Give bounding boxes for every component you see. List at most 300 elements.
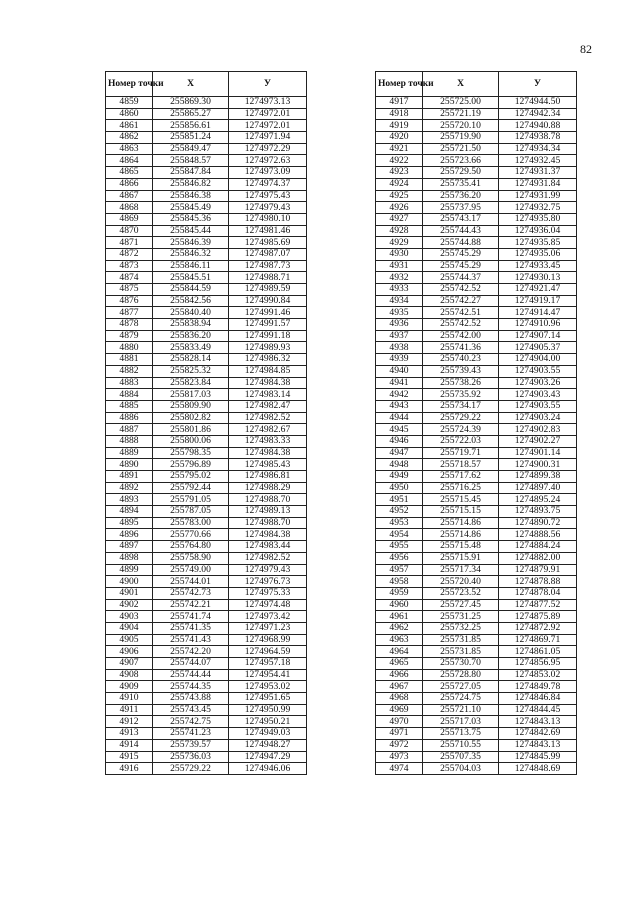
- cell-point-number: 4919: [376, 120, 423, 132]
- cell-x: 255833.49: [153, 342, 229, 354]
- cell-x: 255723.52: [423, 587, 499, 599]
- table-row: [106, 319, 307, 331]
- cell-point-number: 4892: [106, 482, 153, 494]
- table-row: [376, 564, 577, 576]
- cell-y: 1274914.47: [499, 307, 577, 319]
- cell-x: 255787.05: [153, 506, 229, 518]
- cell-y: 1274972.29: [229, 143, 307, 155]
- table-row: [106, 506, 307, 518]
- cell-y: 1274843.13: [499, 716, 577, 728]
- cell-point-number: 4936: [376, 319, 423, 331]
- cell-y: 1274948.27: [229, 739, 307, 751]
- table-row: [376, 658, 577, 670]
- cell-x: 255801.86: [153, 424, 229, 436]
- cell-point-number: 4953: [376, 517, 423, 529]
- cell-y: 1274991.57: [229, 319, 307, 331]
- cell-point-number: 4938: [376, 342, 423, 354]
- cell-y: 1274910.96: [499, 319, 577, 331]
- cell-point-number: 4972: [376, 739, 423, 751]
- header-y: У: [229, 72, 307, 97]
- cell-y: 1274972.01: [229, 120, 307, 132]
- cell-point-number: 4960: [376, 599, 423, 611]
- cell-point-number: 4954: [376, 529, 423, 541]
- table-row: [376, 120, 577, 132]
- cell-y: 1274903.26: [499, 377, 577, 389]
- cell-x: 255731.85: [423, 646, 499, 658]
- cell-point-number: 4974: [376, 763, 423, 775]
- cell-x: 255846.11: [153, 260, 229, 272]
- cell-point-number: 4873: [106, 260, 153, 272]
- cell-point-number: 4937: [376, 330, 423, 342]
- cell-x: 255744.35: [153, 681, 229, 693]
- cell-y: 1274875.89: [499, 611, 577, 623]
- table-row: [106, 424, 307, 436]
- table-row: [106, 400, 307, 412]
- cell-x: 255742.51: [423, 307, 499, 319]
- cell-x: 255731.85: [423, 634, 499, 646]
- cell-x: 255704.03: [423, 763, 499, 775]
- cell-x: 255741.23: [153, 728, 229, 740]
- cell-y: 1274846.84: [499, 693, 577, 705]
- cell-point-number: 4913: [106, 728, 153, 740]
- table-row: [106, 412, 307, 424]
- cell-x: 255741.35: [153, 622, 229, 634]
- cell-y: 1274989.59: [229, 284, 307, 296]
- table-row: [106, 564, 307, 576]
- table-row: [376, 377, 577, 389]
- cell-y: 1274989.13: [229, 506, 307, 518]
- table-header-row: [106, 72, 307, 97]
- table-row: [376, 471, 577, 483]
- cell-y: 1274895.24: [499, 494, 577, 506]
- cell-y: 1274905.37: [499, 342, 577, 354]
- table-row: [106, 365, 307, 377]
- cell-x: 255758.90: [153, 552, 229, 564]
- cell-point-number: 4940: [376, 365, 423, 377]
- cell-point-number: 4876: [106, 295, 153, 307]
- cell-y: 1274844.45: [499, 704, 577, 716]
- cell-y: 1274932.75: [499, 202, 577, 214]
- cell-y: 1274951.65: [229, 693, 307, 705]
- cell-y: 1274897.40: [499, 482, 577, 494]
- cell-y: 1274935.80: [499, 213, 577, 225]
- cell-point-number: 4908: [106, 669, 153, 681]
- cell-x: 255720.10: [423, 120, 499, 132]
- cell-x: 255721.19: [423, 108, 499, 120]
- cell-x: 255721.10: [423, 704, 499, 716]
- cell-y: 1274904.00: [499, 354, 577, 366]
- cell-point-number: 4970: [376, 716, 423, 728]
- cell-point-number: 4884: [106, 389, 153, 401]
- table-row: [106, 658, 307, 670]
- table-row: [376, 97, 577, 109]
- cell-y: 1274989.93: [229, 342, 307, 354]
- cell-x: 255735.92: [423, 389, 499, 401]
- cell-point-number: 4952: [376, 506, 423, 518]
- cell-point-number: 4868: [106, 202, 153, 214]
- cell-y: 1274983.14: [229, 389, 307, 401]
- cell-y: 1274900.31: [499, 459, 577, 471]
- cell-x: 255743.17: [423, 213, 499, 225]
- cell-x: 255739.43: [423, 365, 499, 377]
- cell-point-number: 4880: [106, 342, 153, 354]
- cell-x: 255749.00: [153, 564, 229, 576]
- cell-point-number: 4918: [376, 108, 423, 120]
- cell-x: 255745.29: [423, 260, 499, 272]
- cell-point-number: 4886: [106, 412, 153, 424]
- table-row: [376, 599, 577, 611]
- cell-y: 1274947.29: [229, 751, 307, 763]
- cell-x: 255715.91: [423, 552, 499, 564]
- cell-y: 1274903.55: [499, 365, 577, 377]
- cell-point-number: 4881: [106, 354, 153, 366]
- cell-y: 1274984.38: [229, 447, 307, 459]
- cell-point-number: 4894: [106, 506, 153, 518]
- cell-x: 255744.88: [423, 237, 499, 249]
- table-row: [106, 202, 307, 214]
- cell-x: 255741.74: [153, 611, 229, 623]
- table-row: [376, 611, 577, 623]
- cell-point-number: 4957: [376, 564, 423, 576]
- cell-point-number: 4901: [106, 587, 153, 599]
- cell-y: 1274982.52: [229, 552, 307, 564]
- table-row: [376, 576, 577, 588]
- table-row: [376, 634, 577, 646]
- cell-x: 255718.57: [423, 459, 499, 471]
- table-row: [106, 225, 307, 237]
- cell-x: 255742.27: [423, 295, 499, 307]
- table-row: [376, 435, 577, 447]
- table-row: [376, 704, 577, 716]
- cell-y: 1274968.99: [229, 634, 307, 646]
- cell-point-number: 4874: [106, 272, 153, 284]
- cell-x: 255800.06: [153, 435, 229, 447]
- cell-point-number: 4877: [106, 307, 153, 319]
- cell-y: 1274973.42: [229, 611, 307, 623]
- table-row: [376, 108, 577, 120]
- cell-x: 255840.40: [153, 307, 229, 319]
- cell-y: 1274884.24: [499, 541, 577, 553]
- cell-y: 1274957.18: [229, 658, 307, 670]
- cell-x: 255717.03: [423, 716, 499, 728]
- cell-y: 1274869.71: [499, 634, 577, 646]
- cell-y: 1274984.38: [229, 377, 307, 389]
- cell-x: 255742.52: [423, 284, 499, 296]
- table-row: [106, 190, 307, 202]
- cell-point-number: 4896: [106, 529, 153, 541]
- cell-y: 1274974.37: [229, 178, 307, 190]
- table-row: [376, 646, 577, 658]
- cell-x: 255865.27: [153, 108, 229, 120]
- table-row: [106, 611, 307, 623]
- cell-point-number: 4870: [106, 225, 153, 237]
- cell-y: 1274983.44: [229, 541, 307, 553]
- cell-x: 255736.03: [153, 751, 229, 763]
- cell-point-number: 4917: [376, 97, 423, 109]
- cell-x: 255731.25: [423, 611, 499, 623]
- cell-y: 1274980.10: [229, 213, 307, 225]
- cell-y: 1274934.34: [499, 143, 577, 155]
- cell-x: 255809.90: [153, 400, 229, 412]
- table-row: [106, 447, 307, 459]
- table-row: [376, 237, 577, 249]
- cell-point-number: 4955: [376, 541, 423, 553]
- cell-point-number: 4912: [106, 716, 153, 728]
- cell-x: 255744.44: [153, 669, 229, 681]
- cell-y: 1274877.52: [499, 599, 577, 611]
- cell-y: 1274935.06: [499, 248, 577, 260]
- cell-x: 255791.05: [153, 494, 229, 506]
- cell-y: 1274899.38: [499, 471, 577, 483]
- cell-x: 255719.90: [423, 132, 499, 144]
- table-row: [106, 704, 307, 716]
- cell-x: 255846.32: [153, 248, 229, 260]
- cell-y: 1274972.63: [229, 155, 307, 167]
- table-row: [106, 354, 307, 366]
- table-row: [106, 237, 307, 249]
- cell-y: 1274984.85: [229, 365, 307, 377]
- cell-y: 1274971.94: [229, 132, 307, 144]
- cell-x: 255846.82: [153, 178, 229, 190]
- cell-x: 255869.30: [153, 97, 229, 109]
- cell-y: 1274979.43: [229, 202, 307, 214]
- cell-y: 1274984.38: [229, 529, 307, 541]
- cell-x: 255836.20: [153, 330, 229, 342]
- cell-y: 1274975.33: [229, 587, 307, 599]
- cell-x: 255738.26: [423, 377, 499, 389]
- cell-point-number: 4863: [106, 143, 153, 155]
- table-header-row: [376, 72, 577, 97]
- cell-point-number: 4946: [376, 435, 423, 447]
- table-row: [376, 506, 577, 518]
- cell-point-number: 4928: [376, 225, 423, 237]
- cell-y: 1274845.99: [499, 751, 577, 763]
- table-row: [376, 155, 577, 167]
- cell-y: 1274843.13: [499, 739, 577, 751]
- table-row: [376, 202, 577, 214]
- table-row: [376, 330, 577, 342]
- table-row: [106, 494, 307, 506]
- table-row: [376, 225, 577, 237]
- cell-x: 255849.47: [153, 143, 229, 155]
- table-row: [106, 751, 307, 763]
- cell-point-number: 4961: [376, 611, 423, 623]
- cell-x: 255727.45: [423, 599, 499, 611]
- cell-point-number: 4965: [376, 658, 423, 670]
- table-row: [376, 716, 577, 728]
- cell-point-number: 4930: [376, 248, 423, 260]
- table-row: [376, 342, 577, 354]
- cell-y: 1274990.84: [229, 295, 307, 307]
- cell-x: 255717.62: [423, 471, 499, 483]
- cell-point-number: 4864: [106, 155, 153, 167]
- cell-point-number: 4889: [106, 447, 153, 459]
- cell-x: 255823.84: [153, 377, 229, 389]
- table-row: [376, 693, 577, 705]
- cell-y: 1274986.81: [229, 471, 307, 483]
- cell-y: 1274890.72: [499, 517, 577, 529]
- cell-point-number: 4966: [376, 669, 423, 681]
- cell-point-number: 4882: [106, 365, 153, 377]
- cell-x: 255722.03: [423, 435, 499, 447]
- cell-x: 255742.73: [153, 587, 229, 599]
- cell-point-number: 4885: [106, 400, 153, 412]
- cell-x: 255734.17: [423, 400, 499, 412]
- table-row: [376, 307, 577, 319]
- cell-y: 1274949.03: [229, 728, 307, 740]
- cell-y: 1274982.47: [229, 400, 307, 412]
- cell-x: 255729.22: [153, 763, 229, 775]
- cell-point-number: 4909: [106, 681, 153, 693]
- table-row: [106, 248, 307, 260]
- cell-y: 1274973.13: [229, 97, 307, 109]
- table-row: [376, 272, 577, 284]
- table-row: [106, 342, 307, 354]
- cell-x: 255743.88: [153, 693, 229, 705]
- cell-point-number: 4914: [106, 739, 153, 751]
- cell-x: 255713.75: [423, 728, 499, 740]
- cell-y: 1274983.33: [229, 435, 307, 447]
- table-row: [106, 716, 307, 728]
- cell-y: 1274964.59: [229, 646, 307, 658]
- table-row: [376, 248, 577, 260]
- cell-x: 255856.61: [153, 120, 229, 132]
- cell-y: 1274982.52: [229, 412, 307, 424]
- cell-y: 1274903.24: [499, 412, 577, 424]
- table-row: [376, 190, 577, 202]
- cell-x: 255740.23: [423, 354, 499, 366]
- cell-x: 255730.70: [423, 658, 499, 670]
- header-point-number: Номер точки: [106, 72, 153, 97]
- cell-x: 255845.49: [153, 202, 229, 214]
- cell-point-number: 4959: [376, 587, 423, 599]
- table-body-right: [376, 97, 577, 775]
- cell-x: 255845.51: [153, 272, 229, 284]
- table-row: [376, 622, 577, 634]
- cell-y: 1274919.17: [499, 295, 577, 307]
- table-row: [106, 295, 307, 307]
- cell-y: 1274950.99: [229, 704, 307, 716]
- cell-y: 1274988.71: [229, 272, 307, 284]
- cell-y: 1274972.01: [229, 108, 307, 120]
- cell-point-number: 4920: [376, 132, 423, 144]
- cell-x: 255724.39: [423, 424, 499, 436]
- cell-y: 1274932.45: [499, 155, 577, 167]
- table-row: [106, 552, 307, 564]
- cell-y: 1274931.84: [499, 178, 577, 190]
- cell-point-number: 4895: [106, 517, 153, 529]
- cell-y: 1274988.29: [229, 482, 307, 494]
- cell-point-number: 4867: [106, 190, 153, 202]
- cell-y: 1274861.05: [499, 646, 577, 658]
- cell-y: 1274976.73: [229, 576, 307, 588]
- cell-x: 255792.44: [153, 482, 229, 494]
- cell-point-number: 4890: [106, 459, 153, 471]
- cell-x: 255742.21: [153, 599, 229, 611]
- cell-point-number: 4924: [376, 178, 423, 190]
- cell-x: 255851.24: [153, 132, 229, 144]
- cell-y: 1274940.88: [499, 120, 577, 132]
- cell-point-number: 4872: [106, 248, 153, 260]
- cell-point-number: 4888: [106, 435, 153, 447]
- cell-x: 255764.80: [153, 541, 229, 553]
- cell-x: 255710.55: [423, 739, 499, 751]
- cell-y: 1274931.37: [499, 167, 577, 179]
- cell-x: 255802.82: [153, 412, 229, 424]
- table-row: [376, 260, 577, 272]
- cell-y: 1274938.78: [499, 132, 577, 144]
- table-row: [106, 681, 307, 693]
- table-row: [376, 167, 577, 179]
- cell-y: 1274849.78: [499, 681, 577, 693]
- cell-x: 255838.94: [153, 319, 229, 331]
- cell-point-number: 4902: [106, 599, 153, 611]
- table-row: [376, 494, 577, 506]
- cell-y: 1274986.32: [229, 354, 307, 366]
- cell-point-number: 4904: [106, 622, 153, 634]
- cell-x: 255828.14: [153, 354, 229, 366]
- cell-y: 1274893.75: [499, 506, 577, 518]
- cell-point-number: 4926: [376, 202, 423, 214]
- table-row: [376, 669, 577, 681]
- cell-point-number: 4963: [376, 634, 423, 646]
- cell-point-number: 4949: [376, 471, 423, 483]
- cell-y: 1274856.95: [499, 658, 577, 670]
- table-row: [106, 471, 307, 483]
- table-row: [376, 739, 577, 751]
- cell-x: 255724.75: [423, 693, 499, 705]
- table-row: [106, 143, 307, 155]
- cell-x: 255845.44: [153, 225, 229, 237]
- cell-point-number: 4931: [376, 260, 423, 272]
- cell-x: 255729.22: [423, 412, 499, 424]
- cell-point-number: 4878: [106, 319, 153, 331]
- cell-x: 255720.40: [423, 576, 499, 588]
- cell-y: 1274936.04: [499, 225, 577, 237]
- cell-point-number: 4958: [376, 576, 423, 588]
- cell-point-number: 4861: [106, 120, 153, 132]
- table-row: [376, 728, 577, 740]
- coordinates-table-left: [105, 71, 307, 775]
- table-row: [106, 284, 307, 296]
- table-row: [106, 763, 307, 775]
- cell-y: 1274991.46: [229, 307, 307, 319]
- cell-x: 255714.86: [423, 517, 499, 529]
- cell-y: 1274987.07: [229, 248, 307, 260]
- cell-x: 255729.50: [423, 167, 499, 179]
- table-row: [106, 377, 307, 389]
- cell-x: 255745.29: [423, 248, 499, 260]
- table-row: [376, 284, 577, 296]
- table-row: [106, 178, 307, 190]
- cell-y: 1274842.69: [499, 728, 577, 740]
- table-row: [106, 272, 307, 284]
- table-row: [376, 354, 577, 366]
- table-row: [106, 669, 307, 681]
- cell-x: 255739.57: [153, 739, 229, 751]
- cell-y: 1274901.14: [499, 447, 577, 459]
- header-point-number: Номер точки: [376, 72, 423, 97]
- cell-point-number: 4968: [376, 693, 423, 705]
- cell-y: 1274882.00: [499, 552, 577, 564]
- cell-point-number: 4862: [106, 132, 153, 144]
- table-row: [376, 517, 577, 529]
- cell-x: 255723.66: [423, 155, 499, 167]
- cell-point-number: 4969: [376, 704, 423, 716]
- cell-point-number: 4916: [106, 763, 153, 775]
- cell-point-number: 4893: [106, 494, 153, 506]
- cell-point-number: 4905: [106, 634, 153, 646]
